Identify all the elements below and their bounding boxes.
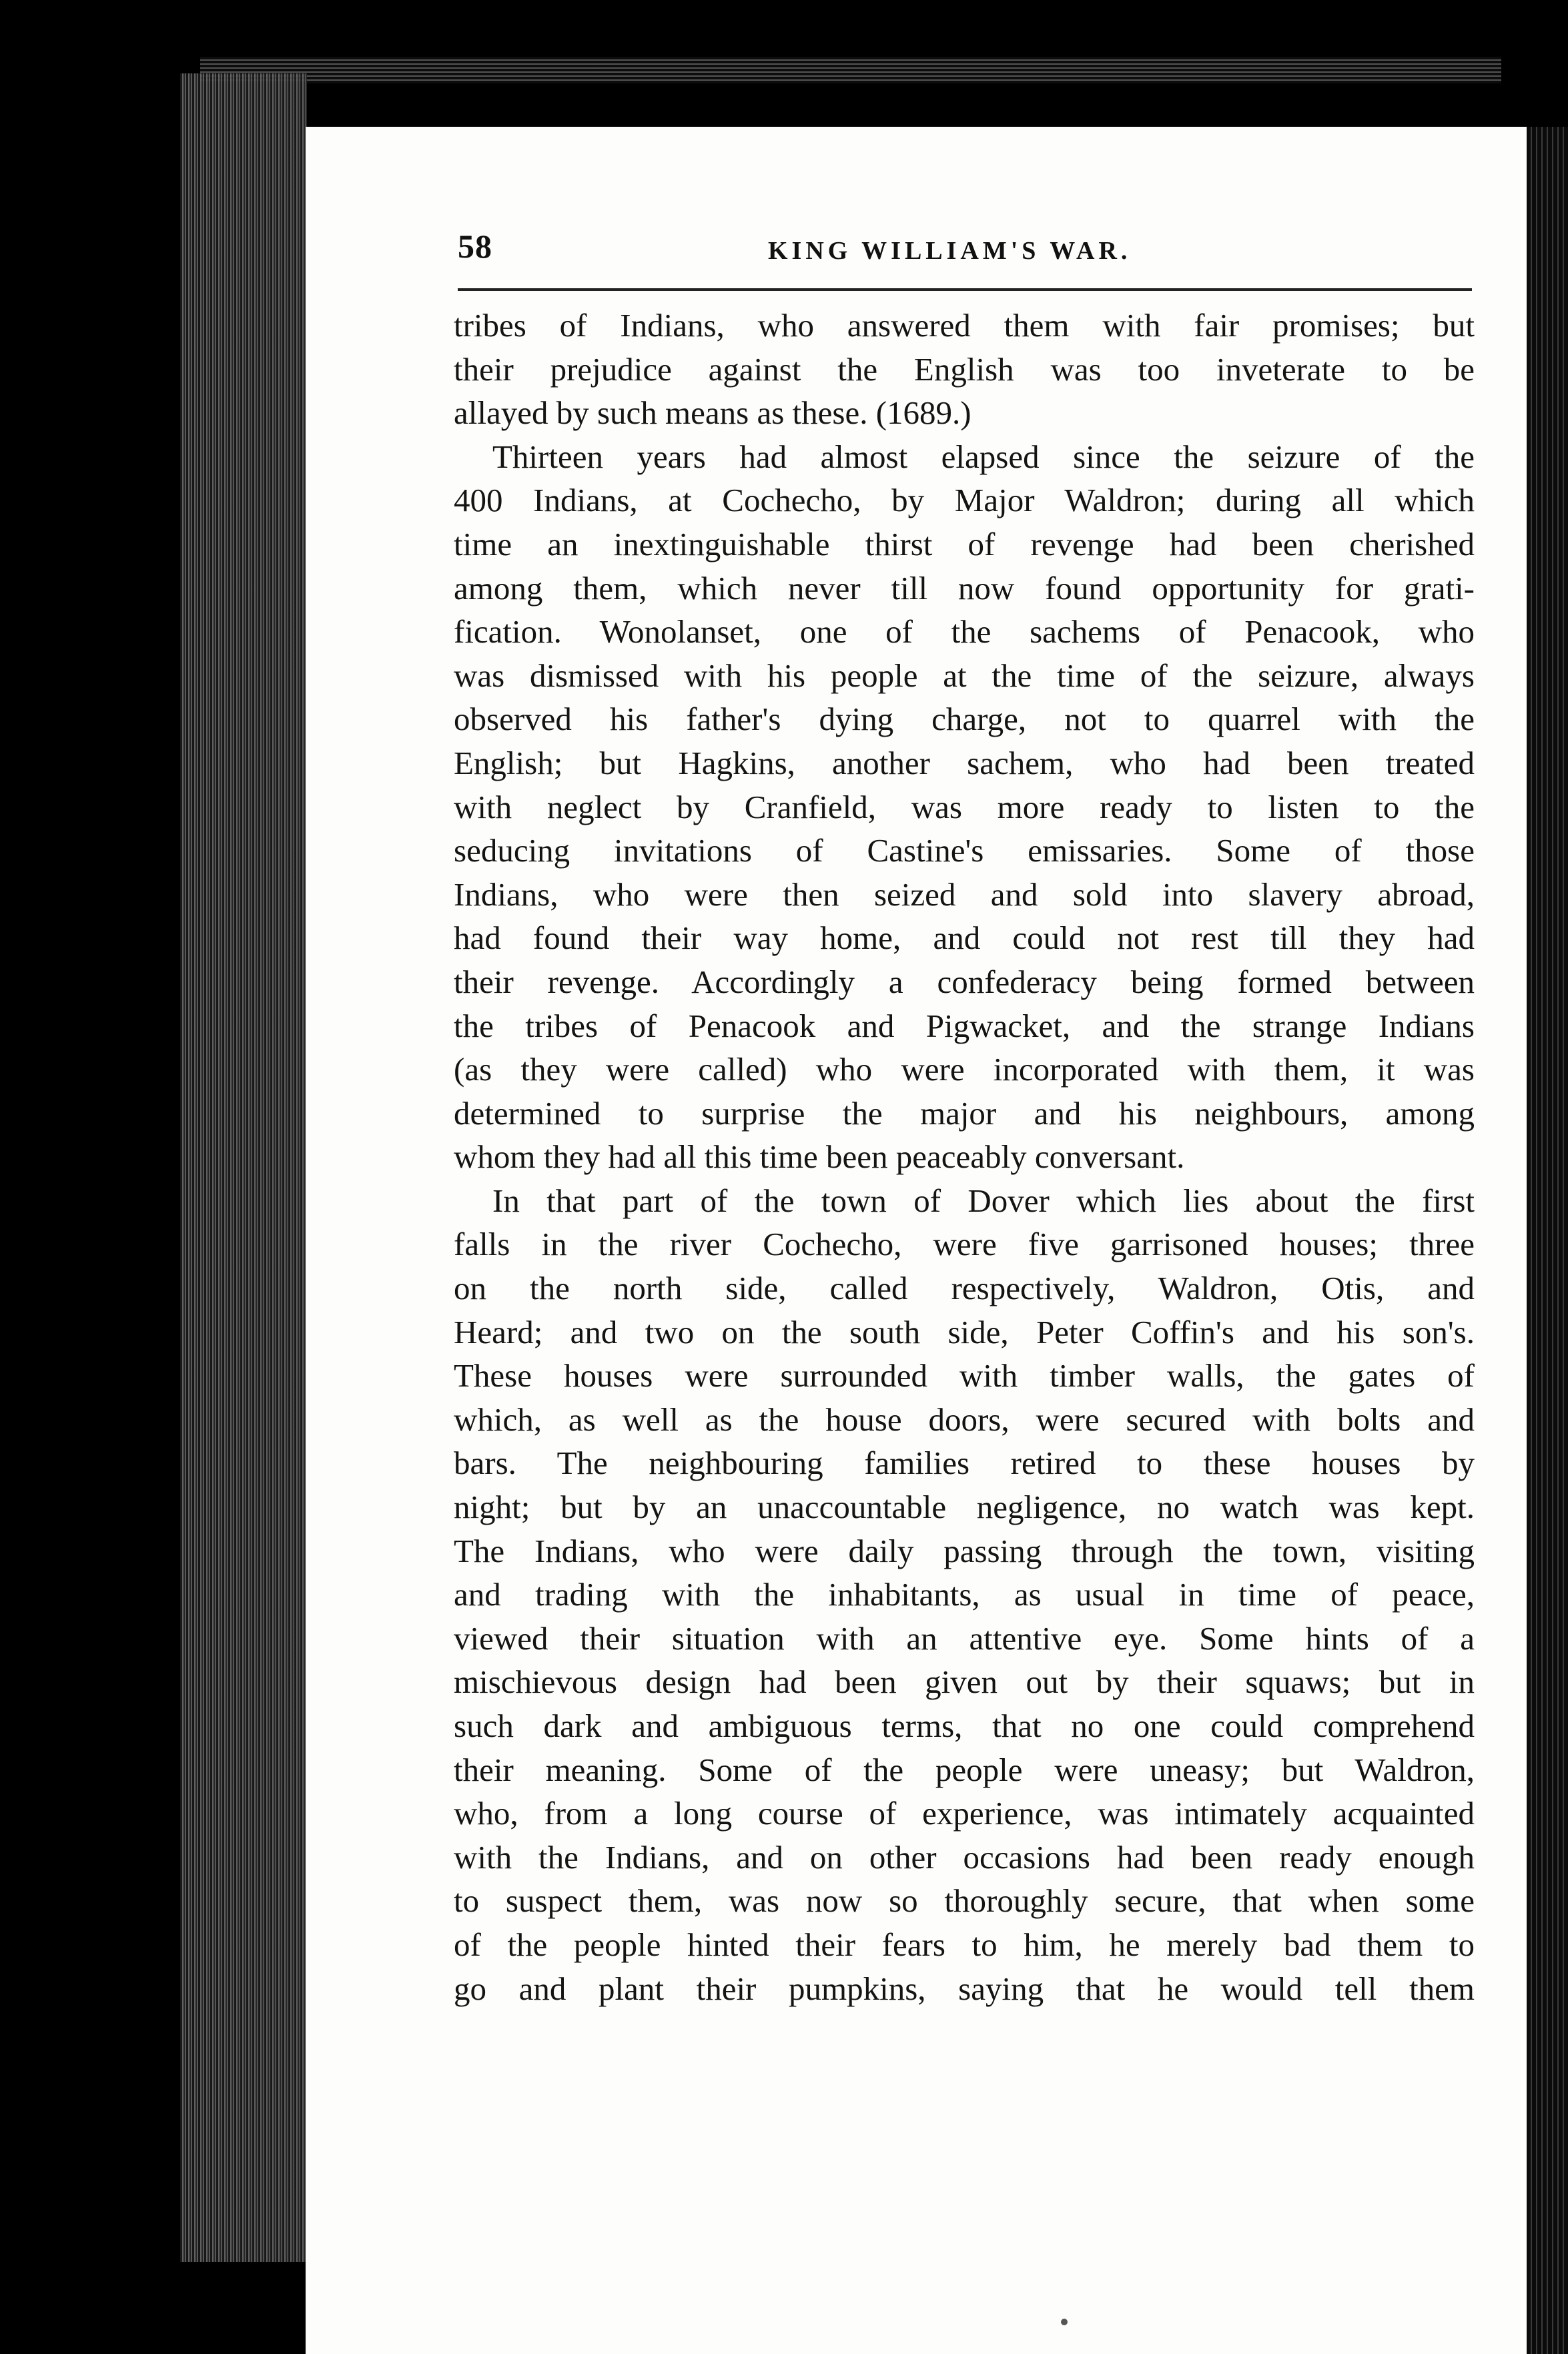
text-line: observed his father's dying charge, not to quarrel with the [454,701,1475,738]
text-line: Indians, who were then seized and sold into slavery abroad, [454,875,1475,913]
page-number: 58 [458,228,492,265]
header-rule [458,288,1472,291]
text-line: with the Indians, and on other occasions had been ready enough [454,1838,1475,1876]
text-line: which, as well as the house doors, were secured with bolts and [454,1401,1475,1438]
text-line: The Indians, who were daily passing through the town, visiting [454,1532,1475,1569]
ink-speck [1061,2319,1068,2325]
text-line: 400 Indians, at Cochecho, by Major Waldron; during all which [454,482,1475,519]
body-text [454,304,1475,2010]
text-line: on the north side, called respectively, Waldron, Otis, and [454,1270,1475,1307]
text-line: their revenge. Accordingly a confederacy being formed between [454,963,1475,1000]
text-line: tribes of Indians, who answered them with fair promises; but [454,307,1475,344]
text-line: determined to surprise the major and his neighbours, among [454,1094,1475,1132]
text-line: and trading with the inhabitants, as usual in time of peace, [454,1576,1475,1613]
text-line: their prejudice against the English was too inveterate to be [454,350,1475,388]
text-line: Heard; and two on the south side, Peter Coffin's and his son's. [454,1313,1475,1350]
text-line: to suspect them, was now so thoroughly secure, that when some [454,1882,1475,1920]
text-line: seducing invitations of Castine's emissaries. Some of those [454,832,1475,869]
text-line: go and plant their pumpkins, saying that he would tell them [454,1970,1475,2007]
text-line: their meaning. Some of the people were uneasy; but Waldron, [454,1751,1475,1788]
text-line: the tribes of Penacook and Pigwacket, and the strange Indians [454,1007,1475,1044]
text-line: among them, which never till now found opportunity for grati- [454,569,1475,607]
text-line: English; but Hagkins, another sachem, who had been treated [454,744,1475,781]
text-line: such dark and ambiguous terms, that no one could comprehend [454,1707,1475,1744]
book-top-edge [200,57,1501,83]
text-line: with neglect by Cranfield, was more ready to listen to the [454,788,1475,825]
text-line: whom they had all this time been peaceably conversant. [454,1138,1185,1176]
text-line: (as they were called) who were incorporated with them, it was [454,1051,1475,1088]
book-spine-shadow [180,73,307,2262]
text-line: of the people hinted their fears to him, he merely bad them to [454,1926,1475,1963]
text-line: night; but by an unaccountable negligence, no watch was kept. [454,1489,1475,1526]
text-line: These houses were surrounded with timber walls, the gates of [454,1357,1475,1395]
text-line: viewed their situation with an attentive eye. Some hints of a [454,1619,1475,1657]
text-line: mischievous design had been given out by their squaws; but in [454,1663,1475,1701]
book-right-edge [1527,127,1568,2354]
text-line: fication. Wonolanset, one of the sachems of Penacook, who [454,613,1475,651]
text-line: Thirteen years had almost elapsed since the seizure of the [492,438,1475,475]
text-line: In that part of the town of Dover which lies about the first [492,1182,1475,1219]
running-head [458,227,1472,280]
text-line: time an inextinguishable thirst of revenge had been cherished [454,525,1475,562]
text-line: allayed by such means as these. (1689.) [454,394,971,432]
text-line: who, from a long course of experience, was intimately acquainted [454,1795,1475,1832]
text-line: bars. The neighbouring families retired to these houses by [454,1445,1475,1482]
text-line: had found their way home, and could not rest till they had [454,919,1475,957]
running-head-title: KING WILLIAM'S WAR. [768,237,1132,265]
text-line: falls in the river Cochecho, were five garrisoned houses; three [454,1226,1475,1263]
text-line: was dismissed with his people at the time of the seizure, always [454,657,1475,694]
